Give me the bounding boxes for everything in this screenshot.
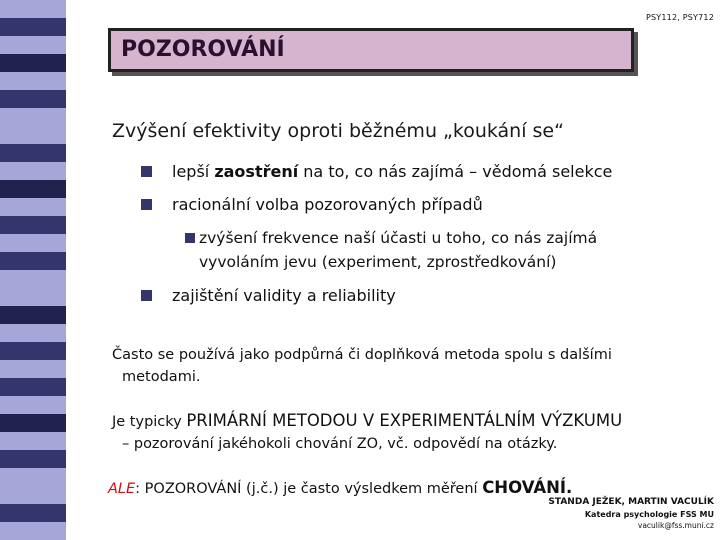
bullet-square-icon: [141, 290, 152, 301]
bullet-1-bold: zaostření: [214, 162, 299, 181]
bullet-square-icon: [141, 166, 152, 177]
title-banner: [108, 28, 634, 72]
ale-word: ALE: [108, 481, 136, 497]
bullet-item-3: zajištění validity a reliability: [172, 286, 396, 305]
course-code: PSY112, PSY712: [645, 13, 714, 22]
lead-text: Zvýšení efektivity oproti běžnému „koukání se“: [112, 120, 564, 142]
bullet-item-1: [172, 162, 612, 181]
sub-bullet-line-1: zvýšení frekvence naší účasti u toho, co nás zajímá: [199, 229, 598, 247]
page-title: POZOROVÁNÍ: [121, 37, 285, 62]
paragraph-2-emphasis: PRIMÁRNÍ METODOU V EXPERIMENTÁLNÍM VÝZKUMU: [186, 411, 623, 430]
observation-word: POZOROVÁNÍ: [144, 481, 242, 497]
author-email: vaculik@fss.muni.cz: [637, 521, 714, 530]
bullet-1-post: na to, co nás zajímá – vědomá selekce: [298, 162, 613, 181]
bullet-square-icon: [141, 199, 152, 210]
paragraph-2-line-2: – pozorování jakéhokoli chování ZO, vč. odpovědí na otázky.: [122, 436, 558, 452]
behavior-word: CHOVÁNÍ.: [482, 478, 573, 497]
author-department: Katedra psychologie FSS MU: [584, 510, 714, 519]
bullet-item-2: racionální volba pozorovaných případů: [172, 195, 483, 214]
paragraph-1-line-1: Často se používá jako podpůrná či doplňková metoda spolu s dalšími: [112, 347, 612, 363]
paragraph-3-mid: (j.č.) je často výsledkem měření: [241, 481, 483, 497]
decorative-stripe: [0, 0, 66, 540]
bullet-1-pre: lepší: [172, 162, 215, 181]
paragraph-3: [108, 478, 572, 497]
author-names: STANDA JEŽEK, MARTIN VACULÍK: [548, 497, 714, 507]
ale-colon: :: [135, 481, 145, 497]
sub-bullet-line-2: vyvoláním jevu (experiment, zprostředkování): [199, 253, 557, 271]
paragraph-2-line-1: [112, 411, 622, 430]
sub-bullet-square-icon: [185, 233, 195, 243]
paragraph-2-pre: Je typicky: [112, 414, 187, 430]
paragraph-1-line-2: metodami.: [122, 369, 201, 385]
